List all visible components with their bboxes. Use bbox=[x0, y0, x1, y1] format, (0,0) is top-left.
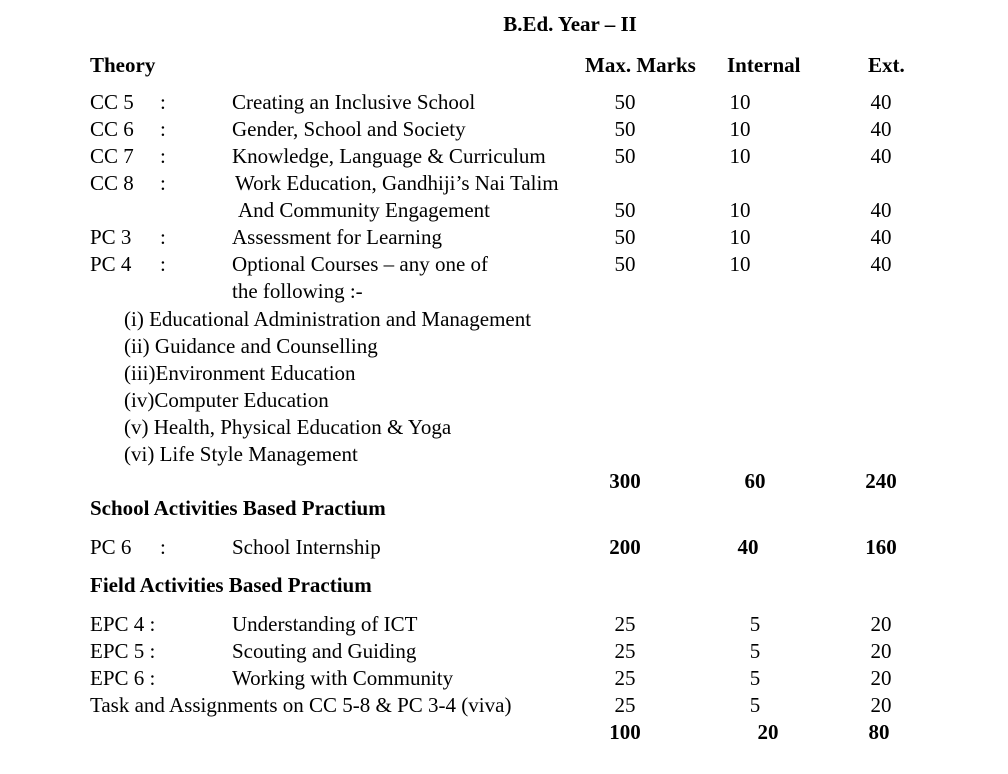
colon: : bbox=[160, 225, 166, 249]
theory-total-ext: 240 bbox=[865, 469, 897, 493]
max-marks-value: 50 bbox=[614, 225, 636, 249]
field-total-ext: 80 bbox=[868, 720, 890, 744]
max-marks-header: Max. Marks bbox=[585, 53, 696, 77]
theory-total-max: 300 bbox=[609, 469, 641, 493]
course-code: EPC 5 : bbox=[90, 639, 156, 663]
ext-value: 40 bbox=[870, 198, 892, 222]
course-title: Assessment for Learning bbox=[232, 225, 442, 249]
course-title: Gender, School and Society bbox=[232, 117, 466, 141]
page-title: B.Ed. Year – II bbox=[503, 12, 637, 36]
max-marks-value: 25 bbox=[614, 639, 636, 663]
course-code: CC 6 bbox=[90, 117, 134, 141]
internal-value: 10 bbox=[729, 90, 751, 114]
internal-value: 5 bbox=[749, 639, 761, 663]
ext-value: 20 bbox=[870, 666, 892, 690]
course-title-continued: the following :- bbox=[232, 279, 363, 303]
course-code: PC 6 bbox=[90, 535, 132, 559]
course-code: EPC 4 : bbox=[90, 612, 156, 636]
internal-value: 5 bbox=[749, 666, 761, 690]
ext-value: 40 bbox=[870, 252, 892, 276]
school-activities-heading: School Activities Based Practium bbox=[90, 496, 386, 520]
internal-value: 5 bbox=[749, 612, 761, 636]
colon: : bbox=[160, 171, 166, 195]
course-code: PC 4 bbox=[90, 252, 132, 276]
course-title: Work Education, Gandhiji’s Nai Talim bbox=[235, 171, 559, 195]
internal-value: 10 bbox=[729, 198, 751, 222]
course-title: Working with Community bbox=[232, 666, 454, 690]
ext-value: 40 bbox=[870, 225, 892, 249]
course-code: PC 3 bbox=[90, 225, 132, 249]
colon: : bbox=[160, 535, 166, 559]
ext-value: 20 bbox=[870, 612, 892, 636]
list-item: (i) Educational Administration and Management bbox=[124, 307, 532, 331]
ext-value: 160 bbox=[865, 535, 897, 559]
internal-value: 40 bbox=[737, 535, 759, 559]
course-title: Optional Courses – any one of bbox=[232, 252, 489, 276]
max-marks-value: 50 bbox=[614, 252, 636, 276]
theory-heading: Theory bbox=[90, 53, 156, 77]
colon: : bbox=[160, 90, 166, 114]
course-title: Knowledge, Language & Curriculum bbox=[232, 144, 546, 168]
theory-total-internal: 60 bbox=[744, 469, 766, 493]
colon: : bbox=[160, 117, 166, 141]
ext-value: 40 bbox=[870, 144, 892, 168]
list-item: (iii)Environment Education bbox=[124, 361, 356, 385]
internal-value: 10 bbox=[729, 117, 751, 141]
list-item: (ii) Guidance and Counselling bbox=[124, 334, 378, 358]
list-item: (v) Health, Physical Education & Yoga bbox=[124, 415, 452, 439]
course-code: CC 5 bbox=[90, 90, 134, 114]
ext-value: 40 bbox=[870, 117, 892, 141]
max-marks-value: 200 bbox=[609, 535, 641, 559]
field-activities-heading: Field Activities Based Practium bbox=[90, 573, 372, 597]
ext-value: 20 bbox=[870, 639, 892, 663]
course-title-continued: And Community Engagement bbox=[238, 198, 490, 222]
max-marks-value: 25 bbox=[614, 612, 636, 636]
max-marks-value: 50 bbox=[614, 198, 636, 222]
course-title: School Internship bbox=[232, 535, 381, 559]
max-marks-value: 50 bbox=[614, 117, 636, 141]
internal-value: 10 bbox=[729, 225, 751, 249]
colon: : bbox=[160, 144, 166, 168]
field-total-internal: 20 bbox=[757, 720, 779, 744]
internal-header: Internal bbox=[727, 53, 801, 77]
course-code: EPC 6 : bbox=[90, 666, 156, 690]
list-item: (iv)Computer Education bbox=[124, 388, 329, 412]
colon: : bbox=[160, 252, 166, 276]
max-marks-value: 25 bbox=[614, 693, 636, 717]
internal-value: 10 bbox=[729, 144, 751, 168]
ext-value: 40 bbox=[870, 90, 892, 114]
internal-value: 10 bbox=[729, 252, 751, 276]
list-item: (vi) Life Style Management bbox=[124, 442, 358, 466]
field-total-max: 100 bbox=[609, 720, 641, 744]
internal-value: 5 bbox=[749, 693, 761, 717]
max-marks-value: 25 bbox=[614, 666, 636, 690]
max-marks-value: 50 bbox=[614, 144, 636, 168]
task-assignments-label: Task and Assignments on CC 5-8 & PC 3-4 (viva) bbox=[90, 693, 512, 717]
course-title: Creating an Inclusive School bbox=[232, 90, 476, 114]
course-code: CC 8 bbox=[90, 171, 134, 195]
course-title: Scouting and Guiding bbox=[232, 639, 417, 663]
course-title: Understanding of ICT bbox=[232, 612, 418, 636]
course-code: CC 7 bbox=[90, 144, 134, 168]
ext-value: 20 bbox=[870, 693, 892, 717]
max-marks-value: 50 bbox=[614, 90, 636, 114]
ext-header: Ext. bbox=[868, 53, 905, 77]
